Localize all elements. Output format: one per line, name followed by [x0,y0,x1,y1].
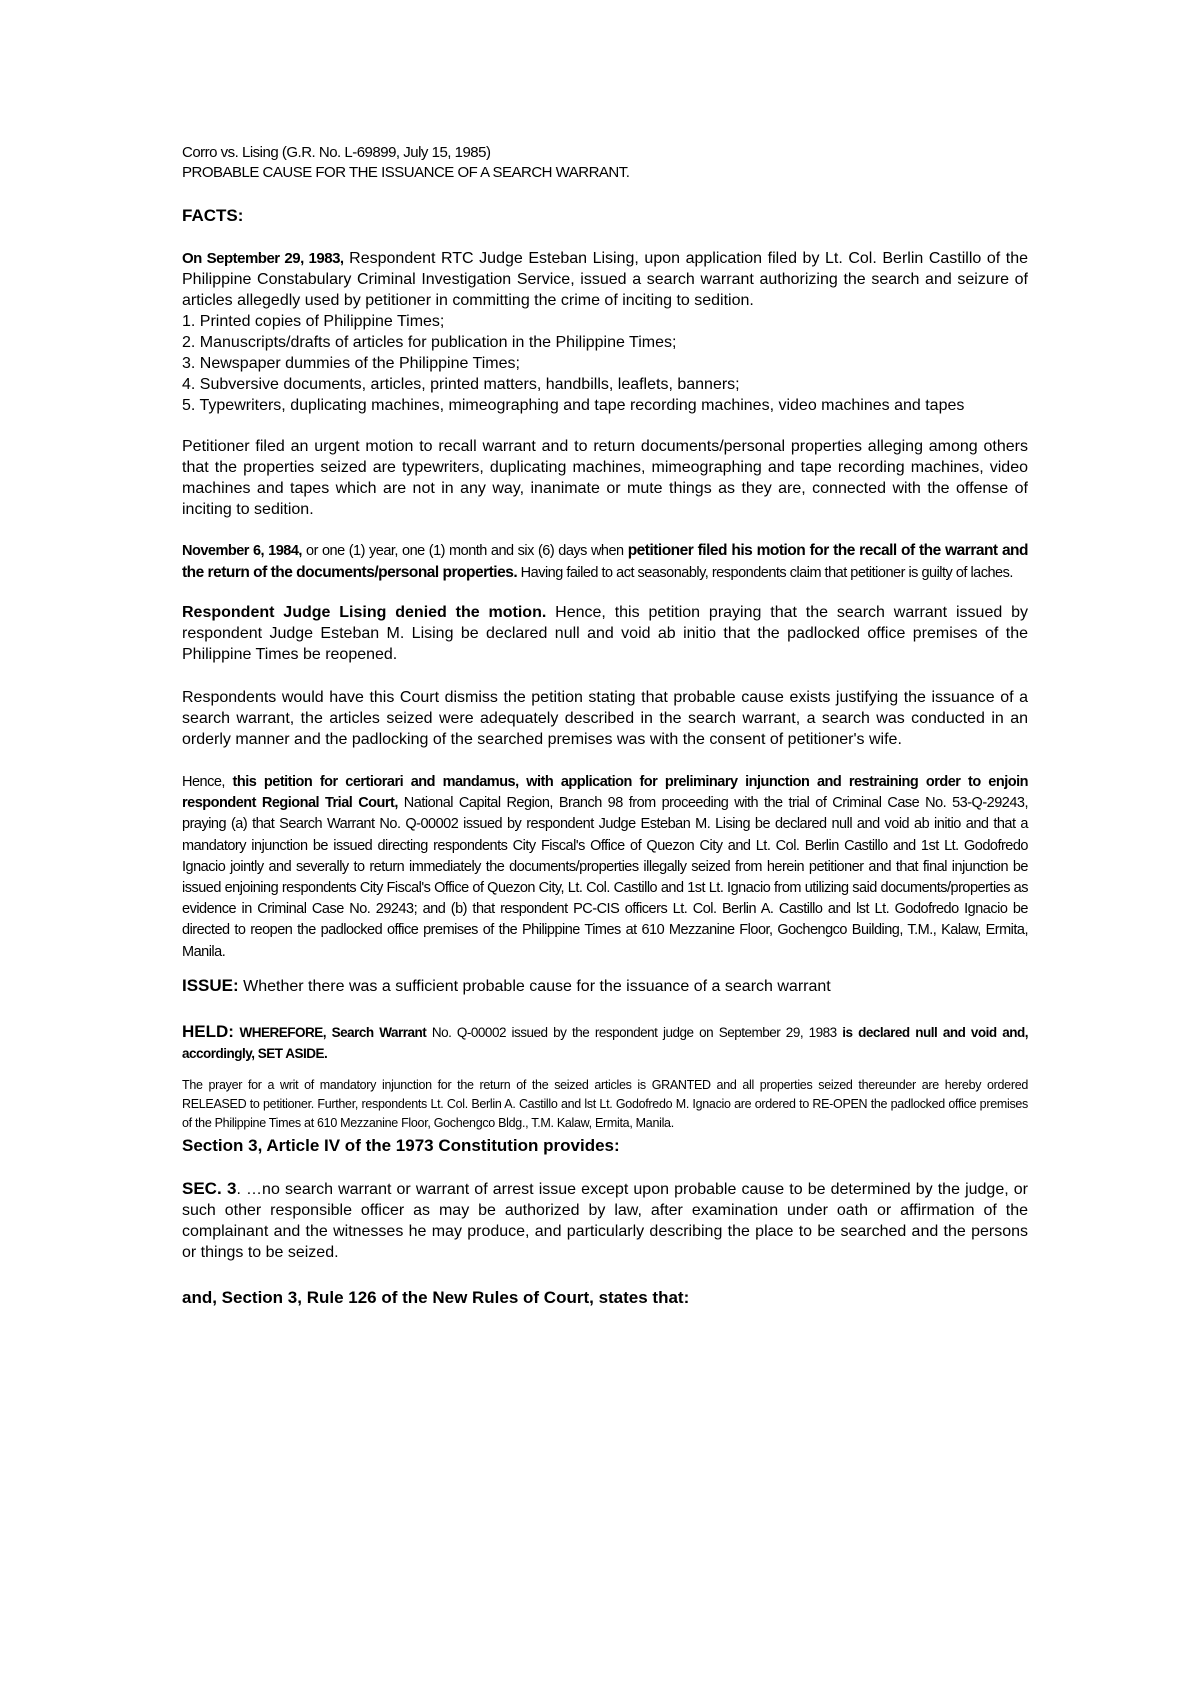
list-item: 2. Manuscripts/drafts of articles for publication in the Philippine Times; [182,334,677,351]
section-text: . …no search warrant or warrant of arrest issue except upon probable cause to be determined by the judge, or such other responsible officer as may be authorized by law, after examination under oath or affirmation of the complainant and the witnesses he may produce, and particularly describing the place to be searched and the persons or things to be seized. [182,1180,1028,1261]
laches-rest: Having failed to act seasonably, respondents claim that petitioner is guilty of laches. [517,565,1013,581]
held-normal: No. Q-00002 issued by the respondent judge on September 29, 1983 [431,1024,843,1040]
held-bold-1: WHEREFORE, Search Warrant [233,1024,432,1040]
laches-paragraph [182,540,1028,584]
document-page [182,143,1028,1309]
petitioner-motion-paragraph: Petitioner filed an urgent motion to recall warrant and to return documents/personal properties alleging among others that the properties seized are typewriters, duplicating machines, mimeographing and tape recording machines, video machines and tapes which are not in any way, inanimate or mute things as they are, connected with the offense of inciting to sedition. [182,438,1028,518]
petition-paragraph [182,772,1028,963]
laches-mid: or one (1) year, one (1) month and six (6) days when [301,543,628,559]
list-item: 5. Typewriters, duplicating machines, mimeographing and tape recording machines, video machines and tapes [182,397,965,414]
case-topic: PROBABLE CAUSE FOR THE ISSUANCE OF A SEARCH WARRANT. [182,164,630,181]
denial-bold: Respondent Judge Lising denied the motion. [182,604,547,621]
facts-date: On September 29, 1983, [182,250,344,267]
issue-paragraph [182,975,1028,997]
section-label: SEC. 3 [182,1178,237,1198]
denial-rest: Hence, this petition praying that the search warrant issued by respondent Judge Esteban M. Lising be declared null and void ab initio that the padlocked office premises of the Philippine Times be reopened. [182,604,1028,663]
list-item: 3. Newspaper dummies of the Philippine Times; [182,355,520,372]
facts-paragraph-1 [182,248,1028,311]
case-title: Corro vs. Lising (G.R. No. L-69899, July 15, 1985) [182,144,491,161]
petition-rest: National Capital Region, Branch 98 from proceeding with the trial of Criminal Case No. 53-Q-29243, praying (a) that Search Warrant No. Q-00002 issued by respondent Judge Esteban M. Lising be declared null and void ab initio and that a mandatory injunction be issued directing respondents City Fiscal's Office of Quezon City and Lt. Col. Berlin Castillo and 1st Lt. Godofredo Ignacio jointly and severally to return immediately the documents/properties illegally seized from herein petitioner and that final injunction be issued enjoining respondents City Fiscal's Office of Quezon City, Lt. Col. Castillo and 1st Lt. Ignacio from utilizing said documents/properties as evidence in Criminal Case No. 29243; and (b) that respondent PC-CIS officers Lt. Col. Berlin A. Castillo and lst Lt. Godofredo Ignacio be directed to reopen the padlocked office premises of the Philippine Times at 610 Mezzanine Floor, Gochengco Building, T.M., Kalaw, Ermita, Manila. [182,795,1028,960]
laches-date: November 6, 1984, [182,543,302,559]
list-item: 4. Subversive documents, articles, printed matters, handbills, leaflets, banners; [182,376,740,393]
laches-bold: petitioner filed his motion for the recall of the warrant and the return of the documents/personal properties. [182,542,1028,581]
petition-bold: this petition for certiorari and mandamus, with application for preliminary injunction and restraining order to enjoin respondent Regional Trial Court, [182,774,1028,812]
petition-lead: Hence, [182,774,233,790]
constitution-heading: Section 3, Article IV of the 1973 Constitution provides: [182,1135,620,1155]
held-paragraph [182,1021,1028,1064]
issue-label: ISSUE: [182,975,239,995]
denial-paragraph [182,602,1028,665]
rules-heading: and, Section 3, Rule 126 of the New Rules of Court, states that: [182,1287,690,1307]
held-label: HELD: [182,1021,234,1041]
issue-text: Whether there was a sufficient probable cause for the issuance of a search warrant [238,977,831,995]
facts-text: Respondent RTC Judge Esteban Lising, upon application filed by Lt. Col. Berlin Castillo of the Philippine Constabulary Criminal Investigation Service, issued a search warrant authorizing the search and seizure of articles allegedly used by petitioner in committing the crime of inciting to sedition. [182,250,1029,309]
held-bold-2: is declared null and void and, accordingly, SET ASIDE. [182,1024,1028,1061]
facts-heading: FACTS: [182,206,244,225]
constitution-section [182,1178,1028,1263]
respondents-paragraph: Respondents would have this Court dismiss the petition stating that probable cause exists justifying the issuance of a search warrant, the articles seized were adequately described in the search warrant, a search was conducted in an orderly manner and the padlocking of the searched premises was with the consent of petitioner's wife. [182,689,1028,748]
seized-items-list [182,311,1028,416]
list-item: 1. Printed copies of Philippine Times; [182,313,445,330]
held-paragraph-2: The prayer for a writ of mandatory injunction for the return of the seized articles is GRANTED and all properties seized thereunder are hereby ordered RELEASED to petitioner. Further, respondents Lt. Col. Berlin A. Castillo and lst Lt. Godofredo M. Ignacio are ordered to RE-OPEN the padlocked office premises of the Philippine Times at 610 Mezzanine Floor, Gochengco Bldg., T.M. Kalaw, Ermita, Manila. [182,1077,1028,1130]
